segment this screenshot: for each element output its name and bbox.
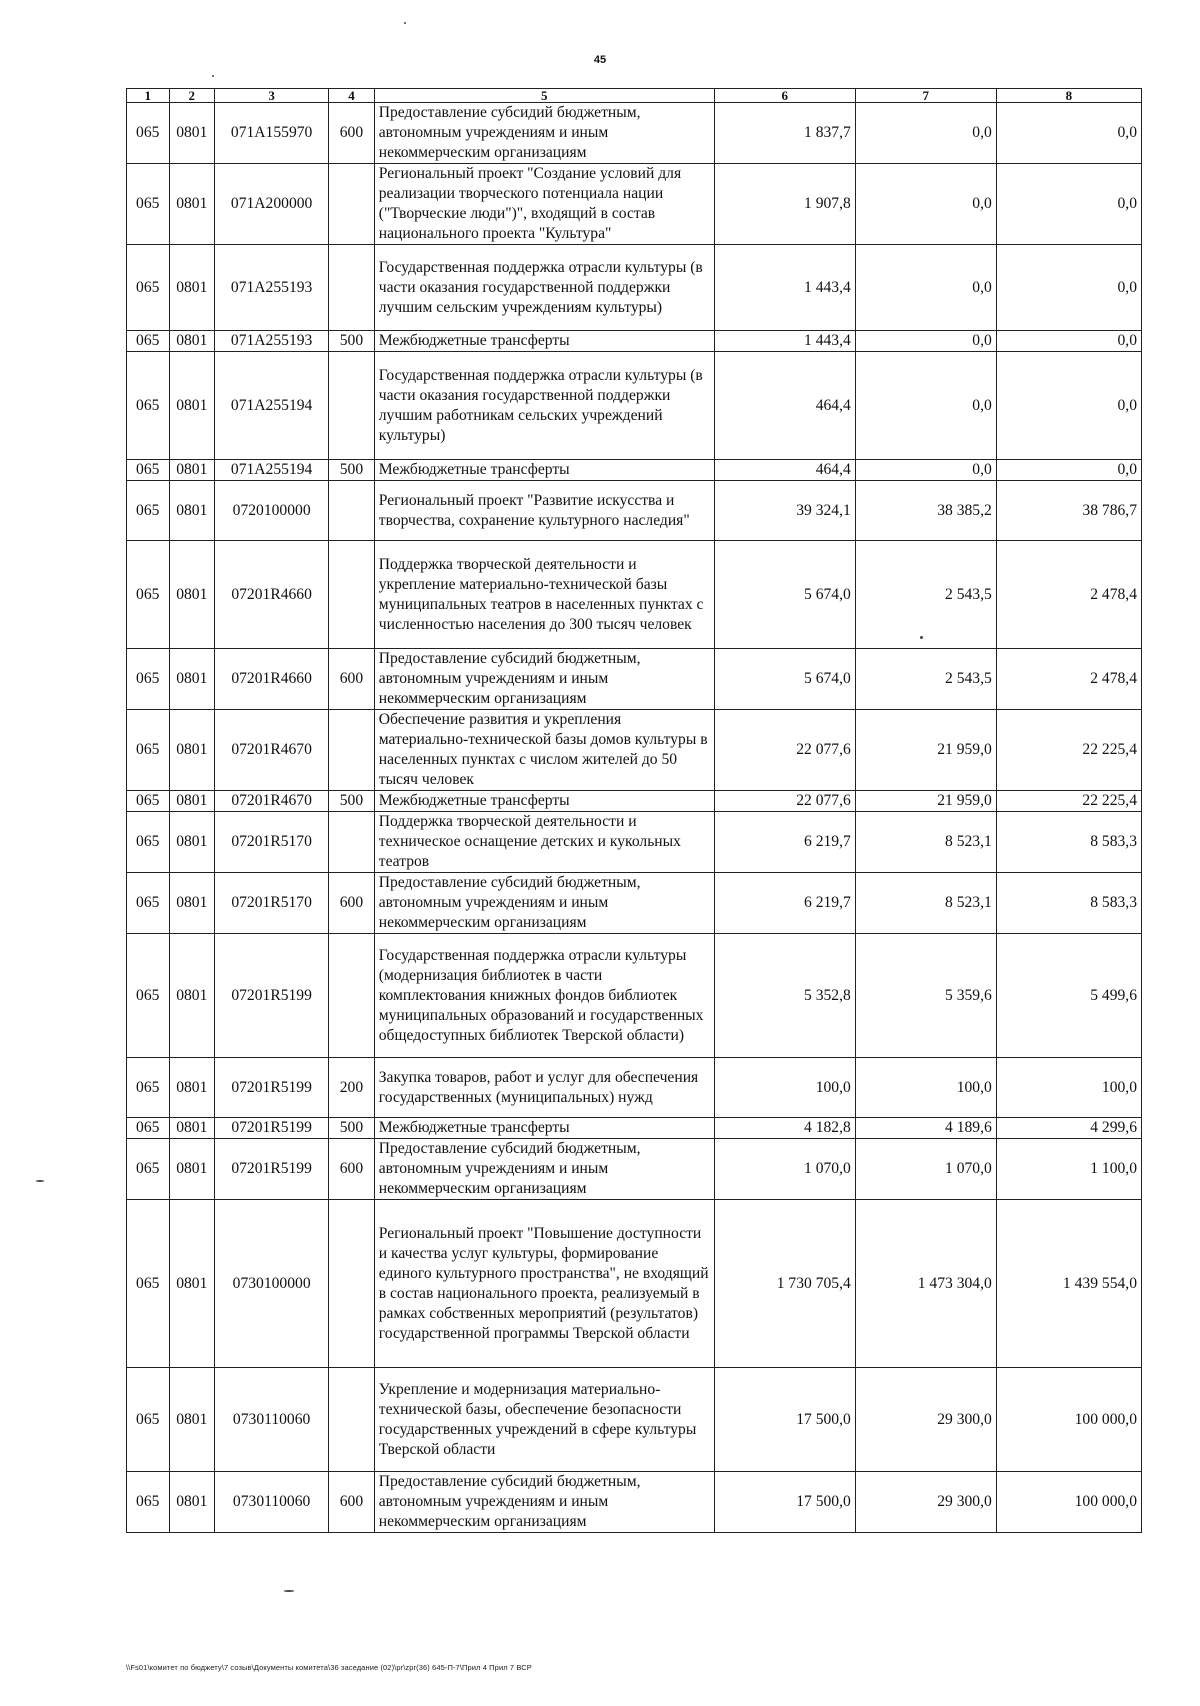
cell-section-code: 0801 (169, 873, 215, 934)
cell-description: Укрепление и модернизация материально-технической базы, обеспечение безопасности государственных учреждений в сфере культуры Тверской области (374, 1368, 714, 1472)
cell-description: Закупка товаров, работ и услуг для обеспечения государственных (муниципальных) нужд (374, 1058, 714, 1118)
cell-amount-col8: 1 439 554,0 (996, 1200, 1141, 1368)
cell-amount-col6: 1 730 705,4 (714, 1200, 855, 1368)
cell-amount-col6: 17 500,0 (714, 1368, 855, 1472)
cell-expense-type (329, 245, 375, 331)
cell-amount-col7: 38 385,2 (855, 481, 996, 541)
cell-section-code: 0801 (169, 460, 215, 481)
cell-expense-type: 600 (329, 103, 375, 164)
cell-section-code: 0801 (169, 1139, 215, 1200)
cell-description: Государственная поддержка отрасли культуры (в части оказания государственной поддержки лучшим сельским учреждениям культуры) (374, 245, 714, 331)
cell-section-code: 0801 (169, 812, 215, 873)
cell-target-article: 0730100000 (215, 1200, 329, 1368)
cell-target-article: 07201R5199 (215, 934, 329, 1058)
cell-target-article: 071A255193 (215, 245, 329, 331)
cell-target-article: 07201R4660 (215, 649, 329, 710)
cell-description: Государственная поддержка отрасли культуры (модернизация библиотек в части комплектования книжных фондов библиотек муниципальных образований и государственных общедоступных библиотек Тверской области) (374, 934, 714, 1058)
cell-amount-col7: 8 523,1 (855, 873, 996, 934)
cell-amount-col6: 1 443,4 (714, 331, 855, 352)
table-row (127, 103, 1142, 164)
cell-chapter-code: 065 (127, 331, 170, 352)
header-col-2: 2 (169, 89, 215, 103)
cell-expense-type (329, 1200, 375, 1368)
cell-expense-type: 500 (329, 791, 375, 812)
cell-amount-col6: 22 077,6 (714, 791, 855, 812)
table-row (127, 1118, 1142, 1139)
scan-speck (404, 22, 406, 24)
cell-chapter-code: 065 (127, 1058, 170, 1118)
cell-chapter-code: 065 (127, 791, 170, 812)
table-row (127, 934, 1142, 1058)
cell-amount-col8: 100 000,0 (996, 1368, 1141, 1472)
table-row (127, 1472, 1142, 1533)
header-col-8: 8 (996, 89, 1141, 103)
file-path-footer: \\Fs01\комитет по бюджету\7 созыв\Документы комитета\36 заседание (02)\pr\zpr(36) 645-П-7\Прил 4 Прил 7 ВСР (126, 1663, 532, 1672)
cell-amount-col8: 2 478,4 (996, 541, 1141, 649)
table-row (127, 1058, 1142, 1118)
table-row (127, 649, 1142, 710)
cell-description: Региональный проект "Развитие искусства и творчества, сохранение культурного наследия" (374, 481, 714, 541)
cell-amount-col8: 5 499,6 (996, 934, 1141, 1058)
cell-target-article: 07201R5199 (215, 1139, 329, 1200)
cell-amount-col8: 22 225,4 (996, 710, 1141, 791)
cell-expense-type (329, 164, 375, 245)
cell-expense-type: 500 (329, 1118, 375, 1139)
cell-section-code: 0801 (169, 1472, 215, 1533)
cell-amount-col7: 0,0 (855, 164, 996, 245)
cell-amount-col6: 39 324,1 (714, 481, 855, 541)
cell-amount-col8: 0,0 (996, 164, 1141, 245)
cell-amount-col6: 5 674,0 (714, 649, 855, 710)
cell-amount-col7: 8 523,1 (855, 812, 996, 873)
table-row (127, 331, 1142, 352)
table-row (127, 245, 1142, 331)
cell-target-article: 07201R4670 (215, 791, 329, 812)
cell-expense-type: 500 (329, 331, 375, 352)
cell-chapter-code: 065 (127, 481, 170, 541)
cell-description: Предоставление субсидий бюджетным, автономным учреждениям и иным некоммерческим организациям (374, 1472, 714, 1533)
cell-amount-col8: 8 583,3 (996, 812, 1141, 873)
cell-chapter-code: 065 (127, 245, 170, 331)
cell-chapter-code: 065 (127, 1472, 170, 1533)
cell-section-code: 0801 (169, 331, 215, 352)
cell-target-article: 071A155970 (215, 103, 329, 164)
scan-speck (36, 1180, 44, 1182)
cell-description: Поддержка творческой деятельности и укрепление материально-технической базы муниципальных театров в населенных пунктах с численностью населения до 300 тысяч человек (374, 541, 714, 649)
header-col-7: 7 (855, 89, 996, 103)
cell-amount-col8: 1 100,0 (996, 1139, 1141, 1200)
table-row (127, 812, 1142, 873)
cell-target-article: 07201R5170 (215, 812, 329, 873)
cell-amount-col8: 0,0 (996, 331, 1141, 352)
table-row (127, 460, 1142, 481)
cell-target-article: 071A255193 (215, 331, 329, 352)
cell-description: Государственная поддержка отрасли культуры (в части оказания государственной поддержки лучшим работникам сельских учреждений культуры) (374, 352, 714, 460)
table-header-row (127, 89, 1142, 103)
cell-description: Предоставление субсидий бюджетным, автономным учреждениям и иным некоммерческим организациям (374, 649, 714, 710)
cell-amount-col8: 0,0 (996, 103, 1141, 164)
cell-target-article: 07201R5199 (215, 1118, 329, 1139)
cell-amount-col6: 4 182,8 (714, 1118, 855, 1139)
cell-amount-col8: 2 478,4 (996, 649, 1141, 710)
header-col-3: 3 (215, 89, 329, 103)
cell-amount-col7: 4 189,6 (855, 1118, 996, 1139)
cell-expense-type: 600 (329, 873, 375, 934)
cell-chapter-code: 065 (127, 164, 170, 245)
cell-amount-col7: 29 300,0 (855, 1368, 996, 1472)
cell-description: Межбюджетные трансферты (374, 791, 714, 812)
cell-section-code: 0801 (169, 791, 215, 812)
cell-section-code: 0801 (169, 934, 215, 1058)
cell-chapter-code: 065 (127, 103, 170, 164)
cell-section-code: 0801 (169, 481, 215, 541)
cell-target-article: 07201R5170 (215, 873, 329, 934)
budget-table (126, 88, 1142, 1533)
cell-expense-type: 600 (329, 1472, 375, 1533)
cell-description: Предоставление субсидий бюджетным, автономным учреждениям и иным некоммерческим организациям (374, 103, 714, 164)
cell-expense-type (329, 541, 375, 649)
header-col-6: 6 (714, 89, 855, 103)
cell-target-article: 0720100000 (215, 481, 329, 541)
table-row (127, 541, 1142, 649)
cell-amount-col8: 100 000,0 (996, 1472, 1141, 1533)
cell-expense-type: 200 (329, 1058, 375, 1118)
cell-description: Предоставление субсидий бюджетным, автономным учреждениям и иным некоммерческим организациям (374, 873, 714, 934)
cell-expense-type: 600 (329, 1139, 375, 1200)
scan-speck (212, 75, 214, 77)
cell-amount-col7: 2 543,5 (855, 541, 996, 649)
header-col-5: 5 (374, 89, 714, 103)
cell-section-code: 0801 (169, 649, 215, 710)
cell-amount-col6: 464,4 (714, 352, 855, 460)
cell-target-article: 071A255194 (215, 352, 329, 460)
table-row (127, 1139, 1142, 1200)
cell-amount-col6: 22 077,6 (714, 710, 855, 791)
cell-amount-col6: 5 674,0 (714, 541, 855, 649)
cell-section-code: 0801 (169, 352, 215, 460)
cell-expense-type (329, 710, 375, 791)
cell-target-article: 07201R4670 (215, 710, 329, 791)
cell-section-code: 0801 (169, 1368, 215, 1472)
table-row (127, 873, 1142, 934)
cell-description: Поддержка творческой деятельности и техническое оснащение детских и кукольных театров (374, 812, 714, 873)
table-row (127, 1200, 1142, 1368)
cell-chapter-code: 065 (127, 1200, 170, 1368)
cell-chapter-code: 065 (127, 1368, 170, 1472)
cell-amount-col6: 5 352,8 (714, 934, 855, 1058)
cell-amount-col6: 464,4 (714, 460, 855, 481)
cell-chapter-code: 065 (127, 460, 170, 481)
cell-amount-col7: 1 070,0 (855, 1139, 996, 1200)
cell-section-code: 0801 (169, 541, 215, 649)
cell-amount-col7: 21 959,0 (855, 791, 996, 812)
cell-amount-col6: 6 219,7 (714, 812, 855, 873)
cell-expense-type (329, 1368, 375, 1472)
cell-chapter-code: 065 (127, 352, 170, 460)
table-row (127, 481, 1142, 541)
cell-section-code: 0801 (169, 710, 215, 791)
cell-target-article: 071A255194 (215, 460, 329, 481)
cell-expense-type (329, 934, 375, 1058)
cell-amount-col6: 1 070,0 (714, 1139, 855, 1200)
cell-section-code: 0801 (169, 1118, 215, 1139)
cell-chapter-code: 065 (127, 873, 170, 934)
cell-amount-col8: 8 583,3 (996, 873, 1141, 934)
cell-amount-col7: 0,0 (855, 352, 996, 460)
cell-amount-col8: 38 786,7 (996, 481, 1141, 541)
cell-chapter-code: 065 (127, 541, 170, 649)
cell-amount-col7: 0,0 (855, 103, 996, 164)
cell-amount-col8: 4 299,6 (996, 1118, 1141, 1139)
cell-description: Региональный проект "Создание условий для реализации творческого потенциала нации ("Творческие люди")", входящий в состав национального проекта "Культура" (374, 164, 714, 245)
cell-expense-type: 500 (329, 460, 375, 481)
cell-description: Межбюджетные трансферты (374, 331, 714, 352)
cell-amount-col6: 1 907,8 (714, 164, 855, 245)
cell-amount-col8: 0,0 (996, 352, 1141, 460)
cell-chapter-code: 065 (127, 1139, 170, 1200)
cell-amount-col7: 100,0 (855, 1058, 996, 1118)
scan-speck (920, 636, 923, 639)
cell-amount-col7: 0,0 (855, 460, 996, 481)
cell-expense-type (329, 812, 375, 873)
cell-expense-type: 600 (329, 649, 375, 710)
header-col-4: 4 (329, 89, 375, 103)
cell-chapter-code: 065 (127, 649, 170, 710)
cell-amount-col8: 0,0 (996, 245, 1141, 331)
table-row (127, 791, 1142, 812)
cell-chapter-code: 065 (127, 710, 170, 791)
cell-description: Региональный проект "Повышение доступности и качества услуг культуры, формирование единого культурного пространства", не входящий в состав национального проекта, реализуемый в рамках собственных мероприятий (результатов) государственной программы Тверской области (374, 1200, 714, 1368)
header-col-1: 1 (127, 89, 170, 103)
table-row (127, 710, 1142, 791)
cell-amount-col7: 0,0 (855, 331, 996, 352)
cell-chapter-code: 065 (127, 812, 170, 873)
cell-target-article: 07201R5199 (215, 1058, 329, 1118)
cell-section-code: 0801 (169, 1200, 215, 1368)
table-row (127, 1368, 1142, 1472)
cell-amount-col8: 100,0 (996, 1058, 1141, 1118)
cell-amount-col7: 29 300,0 (855, 1472, 996, 1533)
cell-amount-col6: 6 219,7 (714, 873, 855, 934)
cell-section-code: 0801 (169, 164, 215, 245)
page-number: 45 (593, 54, 607, 66)
cell-amount-col7: 1 473 304,0 (855, 1200, 996, 1368)
cell-amount-col6: 1 443,4 (714, 245, 855, 331)
cell-expense-type (329, 481, 375, 541)
cell-section-code: 0801 (169, 1058, 215, 1118)
cell-description: Межбюджетные трансферты (374, 460, 714, 481)
cell-amount-col7: 0,0 (855, 245, 996, 331)
cell-target-article: 07201R4660 (215, 541, 329, 649)
cell-target-article: 0730110060 (215, 1472, 329, 1533)
cell-description: Обеспечение развития и укрепления материально-технической базы домов культуры в населенных пунктах с числом жителей до 50 тысяч человек (374, 710, 714, 791)
cell-amount-col6: 1 837,7 (714, 103, 855, 164)
cell-expense-type (329, 352, 375, 460)
cell-section-code: 0801 (169, 103, 215, 164)
cell-amount-col7: 21 959,0 (855, 710, 996, 791)
cell-section-code: 0801 (169, 245, 215, 331)
cell-amount-col8: 0,0 (996, 460, 1141, 481)
cell-amount-col7: 5 359,6 (855, 934, 996, 1058)
cell-description: Предоставление субсидий бюджетным, автономным учреждениям и иным некоммерческим организациям (374, 1139, 714, 1200)
cell-amount-col7: 2 543,5 (855, 649, 996, 710)
cell-amount-col6: 100,0 (714, 1058, 855, 1118)
cell-chapter-code: 065 (127, 934, 170, 1058)
scan-speck (284, 1590, 294, 1592)
table-row (127, 164, 1142, 245)
cell-description: Межбюджетные трансферты (374, 1118, 714, 1139)
cell-target-article: 071A200000 (215, 164, 329, 245)
cell-amount-col8: 22 225,4 (996, 791, 1141, 812)
cell-chapter-code: 065 (127, 1118, 170, 1139)
cell-amount-col6: 17 500,0 (714, 1472, 855, 1533)
cell-target-article: 0730110060 (215, 1368, 329, 1472)
table-row (127, 352, 1142, 460)
